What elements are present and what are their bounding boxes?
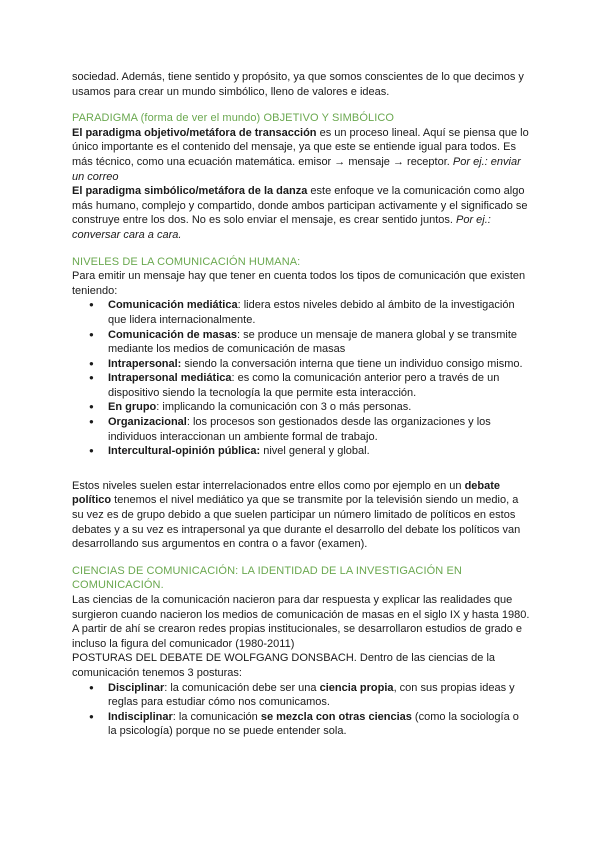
- text-debate-b: tenemos el nivel mediático ya que se transmite por la televisión siendo un medio, a su vez es de grupo debido a que suelen participar un número limitado de políticos en estos debates y a su vez es intrapersonal ya que durante el desarrollo del debate los políticos van desarrollando sus argumentos en contra o a favor (examen).: [72, 494, 521, 551]
- list-niveles: [72, 298, 530, 459]
- paragraph-paradigma-objetivo: [72, 126, 530, 184]
- list-item-term: Intrapersonal:: [108, 357, 182, 370]
- list-item-desc: nivel general y global.: [260, 445, 370, 458]
- list-posturas: [72, 681, 530, 739]
- text-paradigma-simbolico: este enfoque ve la comunicación como algo más humano, complejo y compartido, donde ambos participan activamente y el significado se construye entre los dos. No es solo enviar el mensaje, es crear sentido juntos.: [72, 185, 528, 227]
- list-item-term: Indisciplinar: [108, 710, 173, 723]
- term-paradigma-objetivo: El paradigma objetivo/metáfora de transacción: [72, 126, 317, 139]
- heading-ciencias: CIENCIAS DE COMUNICACIÓN: LA IDENTIDAD DE LA INVESTIGACIÓN EN COMUNICACIÓN.: [72, 564, 462, 592]
- list-item: [108, 681, 530, 710]
- list-item-desc: : los procesos son gestionados desde las organizaciones y los individuos interaccionan un ambiente formal de trabajo.: [108, 416, 491, 443]
- term-debate-politico: debate político: [72, 479, 501, 507]
- list-item: [108, 710, 530, 739]
- paragraph-sociedad: sociedad. Además, tiene sentido y propósito, ya que somos conscientes de lo que decimos y usamos para crear un mundo simbólico, lleno de valores e ideas.: [72, 71, 524, 98]
- paragraph-debate-politico: [72, 479, 530, 552]
- list-item-term: Intrapersonal mediática: [108, 372, 232, 385]
- example-paradigma-simbolico: Por ej.: conversar cara a cara.: [72, 214, 491, 241]
- list-item-term: Organizacional: [108, 416, 187, 429]
- paragraph-niveles-intro: Para emitir un mensaje hay que tener en cuenta todos los tipos de comunicación que existen teniendo:: [72, 270, 526, 297]
- list-item-emphasis: ciencia propia: [319, 681, 394, 694]
- list-item: [108, 371, 530, 400]
- heading-niveles: NIVELES DE LA COMUNICACIÓN HUMANA:: [72, 255, 301, 268]
- list-item: [108, 444, 530, 459]
- list-item: [108, 400, 530, 415]
- list-item-term: Comunicación mediática: [108, 299, 238, 312]
- list-item-desc: : la comunicación debe ser una: [164, 681, 320, 694]
- list-item-desc: : lidera estos niveles debido al ámbito de la investigación que lidera internacionalmente.: [108, 299, 515, 326]
- list-item-desc: , con sus propias ideas y reglas para estudiar cómo nos comunicamos.: [108, 681, 515, 709]
- list-item-desc: : implicando la comunicación con 3 o más personas.: [156, 401, 412, 414]
- paragraph-paradigma-simbolico: [72, 184, 530, 242]
- list-item: [108, 298, 530, 327]
- list-item-desc: : se produce un mensaje de manera global y se transmite mediante los medios de comunicación de masas: [108, 328, 518, 356]
- list-item-desc: : la comunicación: [172, 710, 261, 723]
- text-debate-a: Estos niveles suelen estar interrelacionados entre ellos como por ejemplo en un: [72, 479, 465, 492]
- list-item: [108, 328, 530, 357]
- paragraph-posturas: POSTURAS DEL DEBATE DE WOLFGANG DONSBACH. Dentro de las ciencias de la comunicación tenemos 3 posturas:: [72, 652, 496, 679]
- list-item-desc: (como la sociología o la psicología) porque no se puede entender sola.: [108, 710, 519, 738]
- example-paradigma-objetivo: Por ej.: enviar un correo: [72, 155, 521, 183]
- term-paradigma-simbolico: El paradigma simbólico/metáfora de la danza: [72, 185, 308, 198]
- list-item-term: Disciplinar: [108, 681, 165, 694]
- paragraph-ciencias: Las ciencias de la comunicación nacieron para dar respuesta y explicar las realidades que surgieron cuando nacieron los medios de comunicación de masas en el siglo IX y hasta 1980. A partir de ahí se crearon redes propias institucionales, se desarrollaron estudios de grado e incluso la figura del comunicador (1980-2011): [72, 594, 530, 650]
- list-item-term: Intercultural-opinión pública:: [108, 445, 261, 458]
- heading-paradigma: PARADIGMA (forma de ver el mundo) OBJETIVO Y SIMBÓLICO: [72, 112, 395, 125]
- list-item-desc: : es como la comunicación anterior pero a través de un dispositivo siendo la tecnología la que permite esta interacción.: [108, 372, 500, 399]
- text-paradigma-objetivo: es un proceso lineal. Aquí se piensa que lo único importante es el contenido del mensaje, ya que este se entiende igual para todos. Es más técnico, como una ecuación matemática. emisor → mensaje → receptor.: [72, 126, 529, 168]
- list-item-term: Comunicación de masas: [108, 328, 237, 341]
- list-item-desc: siendo la conversación interna que tiene un individuo consigo mismo.: [181, 357, 523, 370]
- list-item: [108, 415, 530, 444]
- list-item-emphasis: se mezcla con otras ciencias: [260, 710, 412, 723]
- list-item-term: En grupo: [108, 401, 157, 414]
- list-item: [108, 357, 530, 372]
